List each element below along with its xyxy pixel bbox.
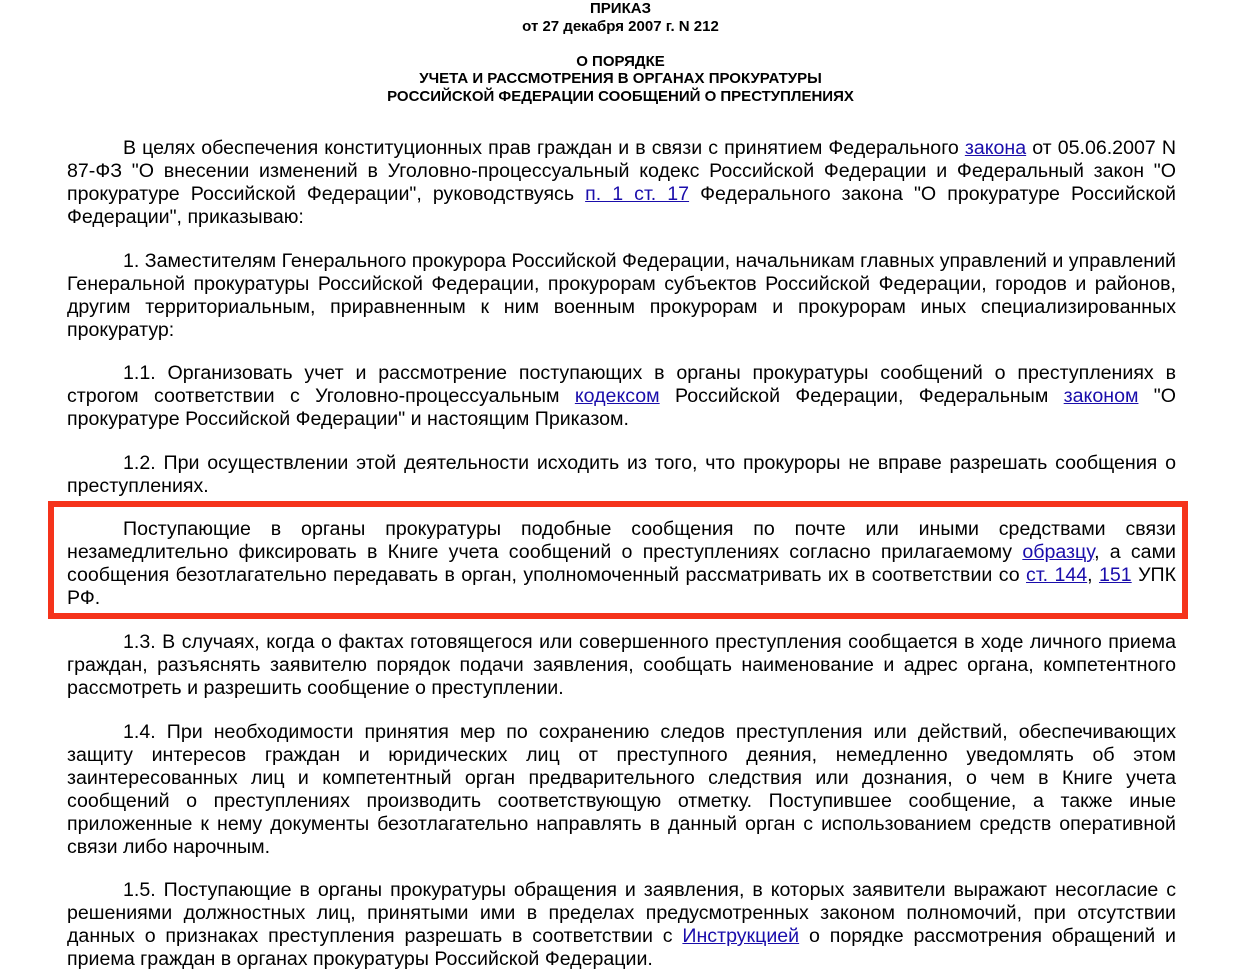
preamble-paragraph: В целях обеспечения конституционных прав граждан и в связи с принятием Федерального закона от 05.06.2007 N 87-ФЗ "О внесении изменений в Уголовно-процессуальный кодекс Российской Федерации и Федеральный закон "О прокуратуре Российской Федерации", руководствуясь п. 1 ст. 17 Федерального закона "О прокуратуре Российской Федерации", приказываю: xyxy=(67,137,1176,228)
document-header xyxy=(0,0,1241,105)
item-1-2-paragraph: 1.2. При осуществлении этой деятельности исходить из того, что прокуроры не вправе разрешать сообщения о преступлениях. xyxy=(67,452,1176,497)
item-1-3-paragraph: 1.3. В случаях, когда о фактах готовящегося или совершенного преступления сообщается в ходе личного приема граждан, разъяснять заявителю порядок подачи заявления, сообщать наименование и адрес органа, компетентного рассмотреть и разрешить сообщение о преступлении. xyxy=(67,631,1176,699)
article-144-link[interactable]: ст. 144 xyxy=(1026,564,1088,586)
instruction-link[interactable]: Инструкцией xyxy=(682,925,800,947)
doc-title-line-2: УЧЕТА И РАССМОТРЕНИЯ В ОРГАНАХ ПРОКУРАТУРЫ xyxy=(419,70,822,87)
law-link[interactable]: закона xyxy=(964,137,1027,159)
article-151-link[interactable]: 151 xyxy=(1098,564,1132,586)
doc-title-line-1: О ПОРЯДКЕ xyxy=(576,52,665,70)
sample-form-link[interactable]: образцу xyxy=(1022,541,1095,563)
code-link[interactable]: кодексом xyxy=(574,385,660,407)
doc-type: ПРИКАЗ xyxy=(590,0,651,17)
article-17-link[interactable]: п. 1 ст. 17 xyxy=(585,183,690,205)
doc-title-line-3: РОССИЙСКОЙ ФЕДЕРАЦИИ СООБЩЕНИЙ О ПРЕСТУПЛЕНИЯХ xyxy=(387,87,854,105)
item-1-1-paragraph: 1.1. Организовать учет и рассмотрение поступающих в органы прокуратуры сообщений о преступлениях в строгом соответствии с Уголовно-процессуальным кодексом Российской Федерации, Федеральным законом "О прокуратуре Российской Федерации" и настоящим Приказом. xyxy=(67,362,1176,430)
item-1-4-paragraph: 1.4. При необходимости принятия мер по сохранению следов преступления или действий, обеспечивающих защиту интересов граждан и юридических лиц от преступного деяния, немедленно уведомлять об этом заинтересованных лиц и компетентный орган предварительного следствия или дознания, о чем в Книге учета сообщений о преступлениях производить соответствующую отметку. Поступившее сообщение, а также иные приложенные к нему документы безотлагательно направлять в данный орган с использованием средств оперативной связи либо нарочным. xyxy=(67,721,1176,858)
item-1-5-paragraph: 1.5. Поступающие в органы прокуратуры обращения и заявления, в которых заявители выражают несогласие с решениями должностных лиц, принятыми ими в пределах предусмотренных законом полномочий, при отсутствии данных о признаках преступления разрешать в соответствии с Инструкцией о порядке рассмотрения обращений и приема граждан в органах прокуратуры Российской Федерации. xyxy=(67,879,1176,970)
doc-date-number: от 27 декабря 2007 г. N 212 xyxy=(522,17,719,35)
item-1-paragraph: 1. Заместителям Генерального прокурора Российской Федерации, начальникам главных управлений и управлений Генеральной прокуратуры Российской Федерации, прокурорам субъектов Российской Федерации, городов и районов, другим территориальным, приравненным к ним военным прокурорам и прокурорам иных специализированных прокуратур: xyxy=(67,250,1176,341)
item-1-2-highlighted-paragraph: Поступающие в органы прокуратуры подобные сообщения по почте или иными средствами связи незамедлительно фиксировать в Книге учета сообщений о преступлениях согласно прилагаемому образцу, а сами сообщения безотлагательно передавать в орган, уполномоченный рассматривать их в соответствии со ст. 144, 151 УПК РФ. xyxy=(67,518,1177,609)
federal-law-link[interactable]: законом xyxy=(1063,385,1139,407)
highlight-frame xyxy=(48,501,1188,619)
